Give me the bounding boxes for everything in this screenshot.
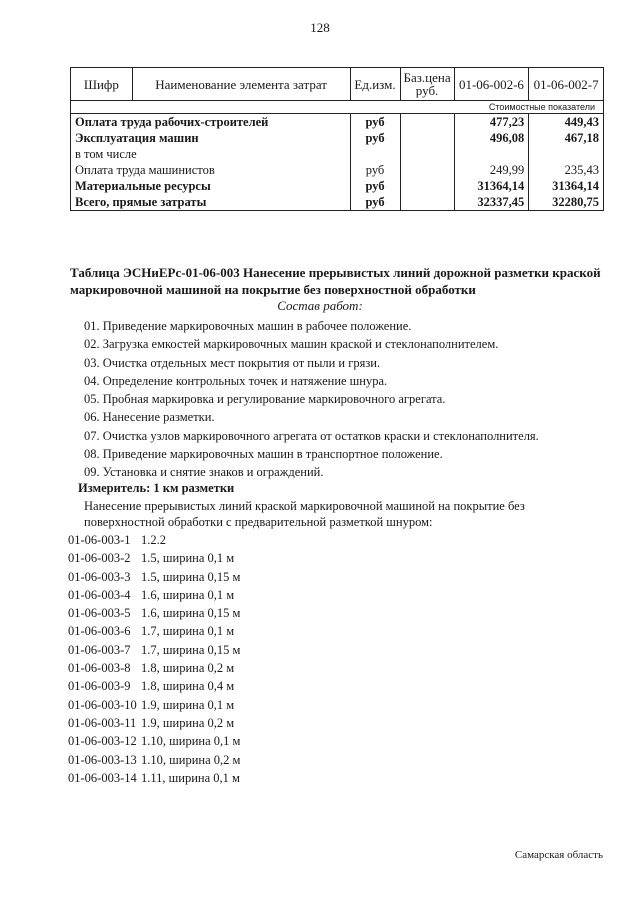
table-row <box>71 162 604 178</box>
item-text: 1.5, ширина 0,15 м <box>141 569 241 584</box>
header-unit: Ед.изм. <box>350 68 400 101</box>
works-title: Состав работ: <box>277 298 363 313</box>
item-code: 01-06-003-11 <box>68 715 137 730</box>
item-code: 01-06-003-7 <box>68 642 131 657</box>
list-item: 03. Очистка отдельных мест покрытия от пыли и грязи. <box>84 355 381 370</box>
row-name: Материальные ресурсы <box>71 178 351 194</box>
cost-table-header <box>71 68 604 101</box>
item-text: 1.8, ширина 0,2 м <box>141 661 235 676</box>
list-item <box>68 622 240 640</box>
meter-label: Измеритель: 1 км разметки <box>78 481 235 495</box>
list-item <box>68 714 240 732</box>
list-item <box>68 732 240 750</box>
item-text: 1.7, ширина 0,15 м <box>141 642 241 657</box>
item-code: 01-06-003-8 <box>68 661 131 676</box>
list-item <box>68 586 240 604</box>
list-item <box>68 568 240 586</box>
row-value-2: 31364,14 <box>529 178 604 194</box>
row-value-1: 249,99 <box>454 162 529 178</box>
list-item <box>68 769 240 787</box>
item-text: 1.7, ширина 0,1 м <box>141 624 235 639</box>
list-item <box>68 677 240 695</box>
row-name: Оплата труда машинистов <box>71 162 351 178</box>
item-text: 1.10, ширина 0,1 м <box>141 734 241 749</box>
codes-list <box>68 531 240 787</box>
item-code: 01-06-003-3 <box>68 569 131 584</box>
row-value-2: 32280,75 <box>529 194 604 211</box>
row-unit: руб <box>350 130 400 146</box>
item-code: 01-06-003-10 <box>68 697 137 712</box>
row-value-1: 496,08 <box>454 130 529 146</box>
cost-table <box>70 67 604 211</box>
page-number: 128 <box>310 20 330 35</box>
row-name: Эксплуатация машин <box>71 130 351 146</box>
row-value-1: 32337,45 <box>454 194 529 211</box>
item-text: 1.2.2 <box>141 533 166 547</box>
row-value-2: 467,18 <box>529 130 604 146</box>
footer-region: Самарская область <box>514 849 603 861</box>
item-code: 01-06-003-1 <box>68 533 131 547</box>
item-text: 1.6, ширина 0,1 м <box>141 587 235 602</box>
list-item: 01. Приведение маркировочных машин в рабочее положение. <box>84 319 412 333</box>
header-col2: 01-06-002-7 <box>529 68 604 101</box>
item-code: 01-06-003-13 <box>68 752 137 767</box>
list-item: 02. Загрузка емкостей маркировочных машин краской и стеклонаполнителем. <box>84 337 499 352</box>
list-item <box>68 696 240 714</box>
list-item <box>68 659 240 677</box>
list-item: 07. Очистка узлов маркировочного агрегата от остатков краски и стеклонаполнителя. <box>84 428 539 443</box>
row-value-2: 449,43 <box>529 114 604 131</box>
row-value-1: 477,23 <box>454 114 529 131</box>
row-name: Оплата труда рабочих-строителей <box>71 114 351 131</box>
item-code: 01-06-003-4 <box>68 587 131 602</box>
header-name: Наименование элемента затрат <box>132 68 350 101</box>
list-item <box>68 641 240 659</box>
operations-list <box>84 317 539 482</box>
table-row <box>71 178 604 194</box>
list-item: 08. Приведение маркировочных машин в транспортное положение. <box>84 447 443 462</box>
row-name: в том числе <box>71 146 351 162</box>
list-item <box>68 531 240 549</box>
item-code: 01-06-003-12 <box>68 734 137 749</box>
list-item <box>68 604 240 622</box>
header-base-price: Баз.цена руб. <box>400 68 454 101</box>
item-text: 1.11, ширина 0,1 м <box>141 770 240 785</box>
table-row <box>71 130 604 146</box>
header-col1: 01-06-002-6 <box>454 68 529 101</box>
row-value-1: 31364,14 <box>454 178 529 194</box>
item-text: 1.5, ширина 0,1 м <box>141 551 235 566</box>
list-item <box>68 751 240 769</box>
item-text: 1.9, ширина 0,2 м <box>141 715 235 730</box>
subheader-label: Стоимостные показатели <box>454 101 603 114</box>
row-unit: руб <box>350 178 400 194</box>
header-code: Шифр <box>71 68 133 101</box>
item-code: 01-06-003-5 <box>68 606 131 621</box>
table-title: Таблица ЭСНиЕРс-01-06-003 Нанесение прерывистых линий дорожной разметки краской маркировочной машиной на покрытие без поверхностной обработки <box>70 265 601 297</box>
item-code: 01-06-003-14 <box>68 770 137 785</box>
row-unit: руб <box>350 162 400 178</box>
list-item: 05. Пробная маркировка и регулирование маркировочного агрегата. <box>84 392 446 407</box>
item-code: 01-06-003-9 <box>68 679 131 694</box>
item-text: 1.9, ширина 0,1 м <box>141 697 235 712</box>
description: Нанесение прерывистых линий краской маркировочной машиной на покрытие без поверхностной обработки с предварительной разметкой шнуром: <box>84 499 525 529</box>
row-unit: руб <box>350 114 400 131</box>
item-text: 1.6, ширина 0,15 м <box>141 606 241 621</box>
row-unit: руб <box>350 194 400 211</box>
table-row <box>71 194 604 211</box>
cost-table-subheader <box>71 101 604 114</box>
item-text: 1.10, ширина 0,2 м <box>141 752 241 767</box>
item-text: 1.8, ширина 0,4 м <box>141 679 235 694</box>
row-name: Всего, прямые затраты <box>71 194 351 211</box>
list-item: 04. Определение контрольных точек и натяжение шнура. <box>84 373 388 388</box>
row-value-2: 235,43 <box>529 162 604 178</box>
list-item <box>68 549 240 567</box>
list-item: 06. Нанесение разметки. <box>84 410 215 425</box>
item-code: 01-06-003-2 <box>68 551 131 566</box>
list-item: 09. Установка и снятие знаков и ограждений. <box>84 465 324 480</box>
table-row <box>71 114 604 131</box>
table-row <box>71 146 604 162</box>
item-code: 01-06-003-6 <box>68 624 131 639</box>
